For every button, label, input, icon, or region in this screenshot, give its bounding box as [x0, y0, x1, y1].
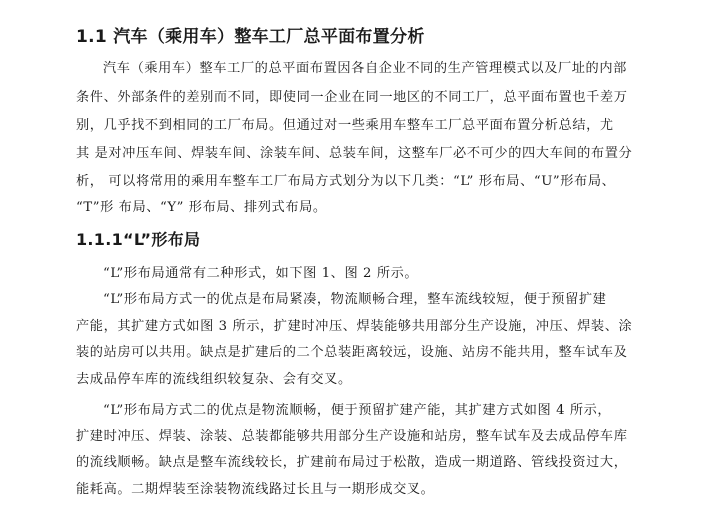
paragraph-4-line-4: 能耗高。二期焊装至涂装物流线路过长且与一期形成交叉。	[76, 482, 435, 497]
paragraph-3-line-4: 去成品停车库的流线组织较复杂、会有交叉。	[76, 372, 352, 387]
paragraph-2-line-1: “L”形布局通常有二种形式，如下图 1、图 2 所示。	[103, 266, 419, 281]
paragraph-3-line-1: “L”形布局方式一的优点是布局紧凑，物流顺畅合理，整车流线较短，便于预留扩建	[103, 292, 607, 307]
paragraph-1-line-4: 其 是对冲压车间、焊装车间、涂装车间、总装车间，这整车厂必不可少的四大车间的布置分	[76, 146, 633, 161]
paragraph-1-line-5: 析， 可以将常用的乘用车整车工厂布局方式划分为以下几类：“L” 形布局、“U”形布局、	[76, 174, 616, 189]
section-heading: 1.1 汽车（乘用车）整车工厂总平面布置分析	[76, 27, 425, 47]
paragraph-4-line-3: 的流线顺畅。缺点是整车流线较长，扩建前布局过于松散，造成一期道路、管线投资过大，	[76, 455, 628, 470]
paragraph-1-line-3: 别，几乎找不到相同的工厂布局。但通过对一些乘用车整车工厂总平面布置分析总结，尤	[76, 118, 614, 133]
paragraph-1-line-1: 汽车（乘用车）整车工厂的总平面布置因各自企业不同的生产管理模式以及厂址的内部	[103, 61, 627, 76]
subsection-heading: 1.1.1“L”形布局	[76, 230, 201, 249]
paragraph-1-line-2: 条件、外部条件的差别而不同，即使同一企业在同一地区的不同工厂，总平面布置也千差万	[76, 90, 628, 105]
paragraph-3-line-2: 产能，其扩建方式如图 3 所示，扩建时冲压、焊装能够共用部分生产设施，冲压、焊装、涂	[76, 319, 633, 334]
paragraph-1-line-6: “T”形 布局、“Y” 形布局、排列式布局。	[76, 200, 327, 215]
paragraph-4-line-2: 扩建时冲压、焊装、涂装、总装都能够共用部分生产设施和站房，整车试车及去成品停车库	[76, 429, 628, 444]
paragraph-4-line-1: “L”形布局方式二的优点是物流顺畅，便于预留扩建产能，其扩建方式如图 4 所示，	[103, 403, 612, 418]
paragraph-3-line-3: 装的站房可以共用。缺点是扩建后的二个总装距离较远，设施、站房不能共用，整车试车及	[76, 345, 628, 360]
